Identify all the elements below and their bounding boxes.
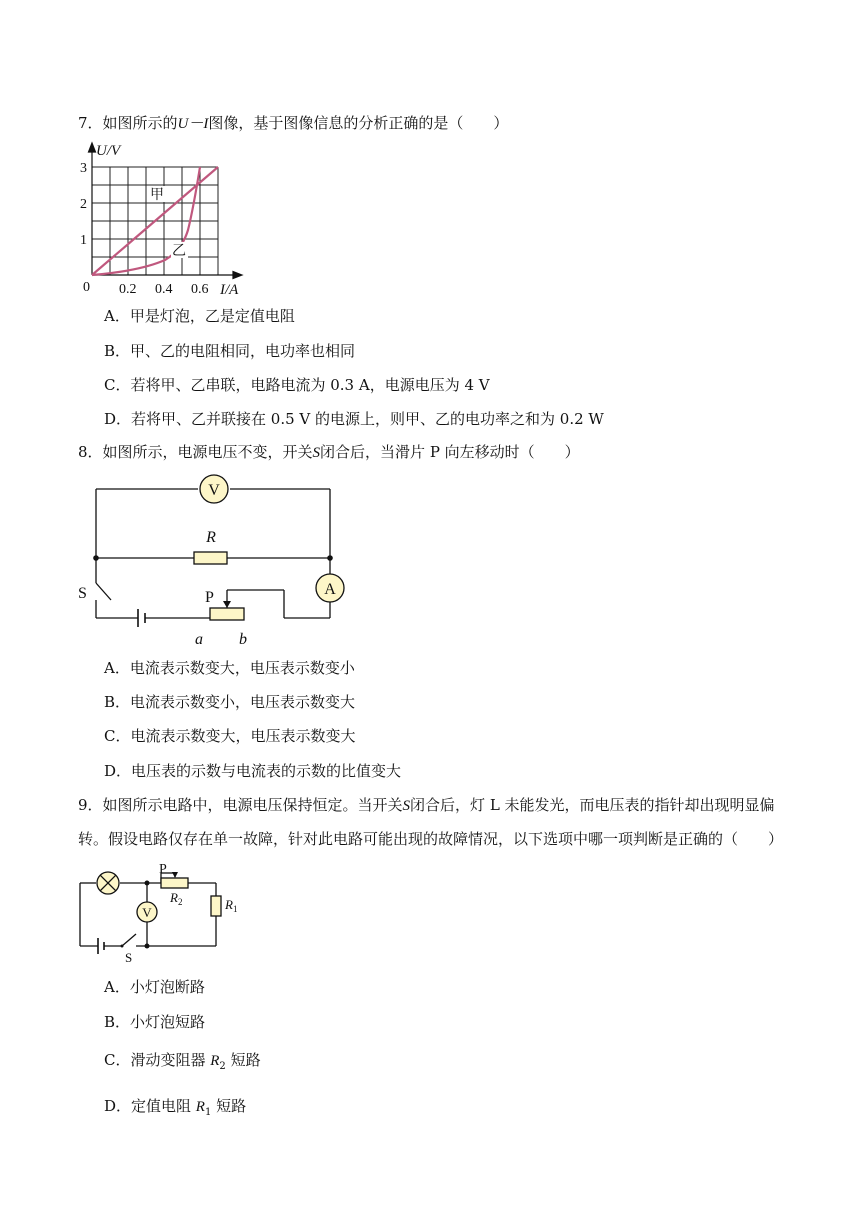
- q8-rheostat: [210, 608, 244, 620]
- q9-option-c-post: 短路: [225, 1051, 261, 1069]
- q9-circuit-diagram: [70, 858, 250, 968]
- q7-stem: [78, 113, 508, 134]
- q7-label-yi: 乙: [172, 244, 186, 259]
- q7-y-tick-3: 3: [80, 161, 87, 176]
- q9-option-c[interactable]: [104, 1050, 261, 1077]
- q9-stem-line2: 转。假设电路仅存在单一故障，针对此电路可能出现的故障情况，以下选项中哪一项判断是正确的（ ）: [78, 830, 784, 848]
- q7-option-a[interactable]: A．甲是灯泡，乙是定值电阻: [104, 307, 295, 325]
- q8-option-d[interactable]: D．电压表的示数与电流表的示数的比值变大: [104, 762, 402, 780]
- q8-resistor-r: [194, 552, 227, 564]
- q7-ui-graph: [70, 138, 250, 303]
- q9-slider-label: P: [159, 862, 167, 877]
- q9-slider-arrow: [172, 872, 178, 878]
- q9-r1-sub: 1: [232, 904, 238, 914]
- q9-stem-post: 闭合后，灯 L 未能发光，而电压表的指针却出现明显偏: [410, 796, 775, 814]
- q8-stem: [78, 442, 580, 463]
- q9-r2-sub: 2: [177, 897, 183, 907]
- q8-stem-post: 闭合后，当滑片 P 向左移动时（ ）: [320, 443, 580, 461]
- q9-r2-label: [169, 890, 182, 907]
- q8-ammeter-label: A: [324, 581, 336, 598]
- q8-stem-pre: 8．如图所示，电源电压不变，开关: [78, 443, 313, 461]
- q7-y-tick-1: 1: [80, 233, 87, 248]
- q9-r2-symbol: R: [170, 890, 178, 905]
- q7-stem-pre: 7．如图所示的: [78, 114, 178, 132]
- q7-x-tick-1: 0.2: [119, 282, 137, 297]
- q8-circuit-diagram: [70, 470, 370, 650]
- q9-option-d-sub: 1: [204, 1107, 212, 1118]
- q8-stem-var: S: [312, 445, 321, 461]
- q7-y-tick-2: 2: [80, 197, 87, 212]
- q8-end-a-label: a: [195, 631, 203, 648]
- q7-x-axis-label: I/A: [220, 282, 239, 298]
- q8-resistor-label: R: [206, 529, 216, 546]
- q9-option-d-var: R: [195, 1099, 205, 1115]
- q9-option-c-sub: 2: [219, 1061, 226, 1072]
- q9-rheostat-r2: [161, 878, 188, 888]
- q9-option-d-pre: D．定值电阻: [104, 1097, 196, 1115]
- q7-y-axis-label: U/V: [96, 143, 121, 159]
- q7-origin-label: 0: [83, 280, 90, 295]
- q7-x-tick-2: 0.4: [155, 282, 173, 297]
- q9-resistor-r1: [211, 896, 221, 916]
- q9-option-a[interactable]: A．小灯泡断路: [104, 978, 205, 996]
- q9-option-c-pre: C．滑动变阻器: [104, 1051, 211, 1069]
- q8-voltmeter-label: V: [208, 482, 220, 499]
- q7-stem-var: U－I: [177, 116, 209, 132]
- q8-option-a[interactable]: A．电流表示数变大，电压表示数变小: [104, 659, 355, 677]
- q7-option-b[interactable]: B．甲、乙的电阻相同，电功率也相同: [104, 342, 356, 360]
- q9-stem-line1: [78, 795, 775, 816]
- q9-option-b[interactable]: B．小灯泡短路: [104, 1013, 206, 1031]
- q9-lamp: [97, 872, 119, 894]
- q9-r1-label: [224, 897, 237, 914]
- q7-option-c[interactable]: C．若将甲、乙串联，电路电流为 0.3 A，电源电压为 4 V: [104, 376, 490, 394]
- q9-option-c-var: R: [210, 1053, 220, 1069]
- q9-voltmeter-label: V: [142, 905, 152, 920]
- q8-option-b[interactable]: B．电流表示数变小，电压表示数变大: [104, 693, 356, 711]
- q7-label-jia: 甲: [150, 188, 164, 203]
- q8-slider-label: P: [205, 589, 214, 606]
- q9-switch-label: S: [125, 950, 133, 965]
- q9-stem-pre: 9．如图所示电路中，电源电压保持恒定。当开关: [78, 796, 403, 814]
- q7-x-tick-3: 0.6: [191, 282, 209, 297]
- q9-option-d[interactable]: [104, 1096, 246, 1123]
- q9-stem-var: S: [402, 798, 411, 814]
- q7-stem-post: 图像，基于图像信息的分析正确的是（ ）: [208, 114, 509, 132]
- q8-end-b-label: b: [239, 631, 247, 648]
- q7-option-d[interactable]: D．若将甲、乙并联接在 0.5 V 的电源上，则甲、乙的电功率之和为 0.2 W: [104, 410, 604, 428]
- q8-switch-label: S: [78, 585, 87, 602]
- q9-option-d-post: 短路: [211, 1097, 247, 1115]
- q8-slider-arrow: [223, 601, 231, 608]
- q9-r1-symbol: R: [225, 897, 233, 912]
- q8-option-c[interactable]: C．电流表示数变大，电压表示数变大: [104, 727, 356, 745]
